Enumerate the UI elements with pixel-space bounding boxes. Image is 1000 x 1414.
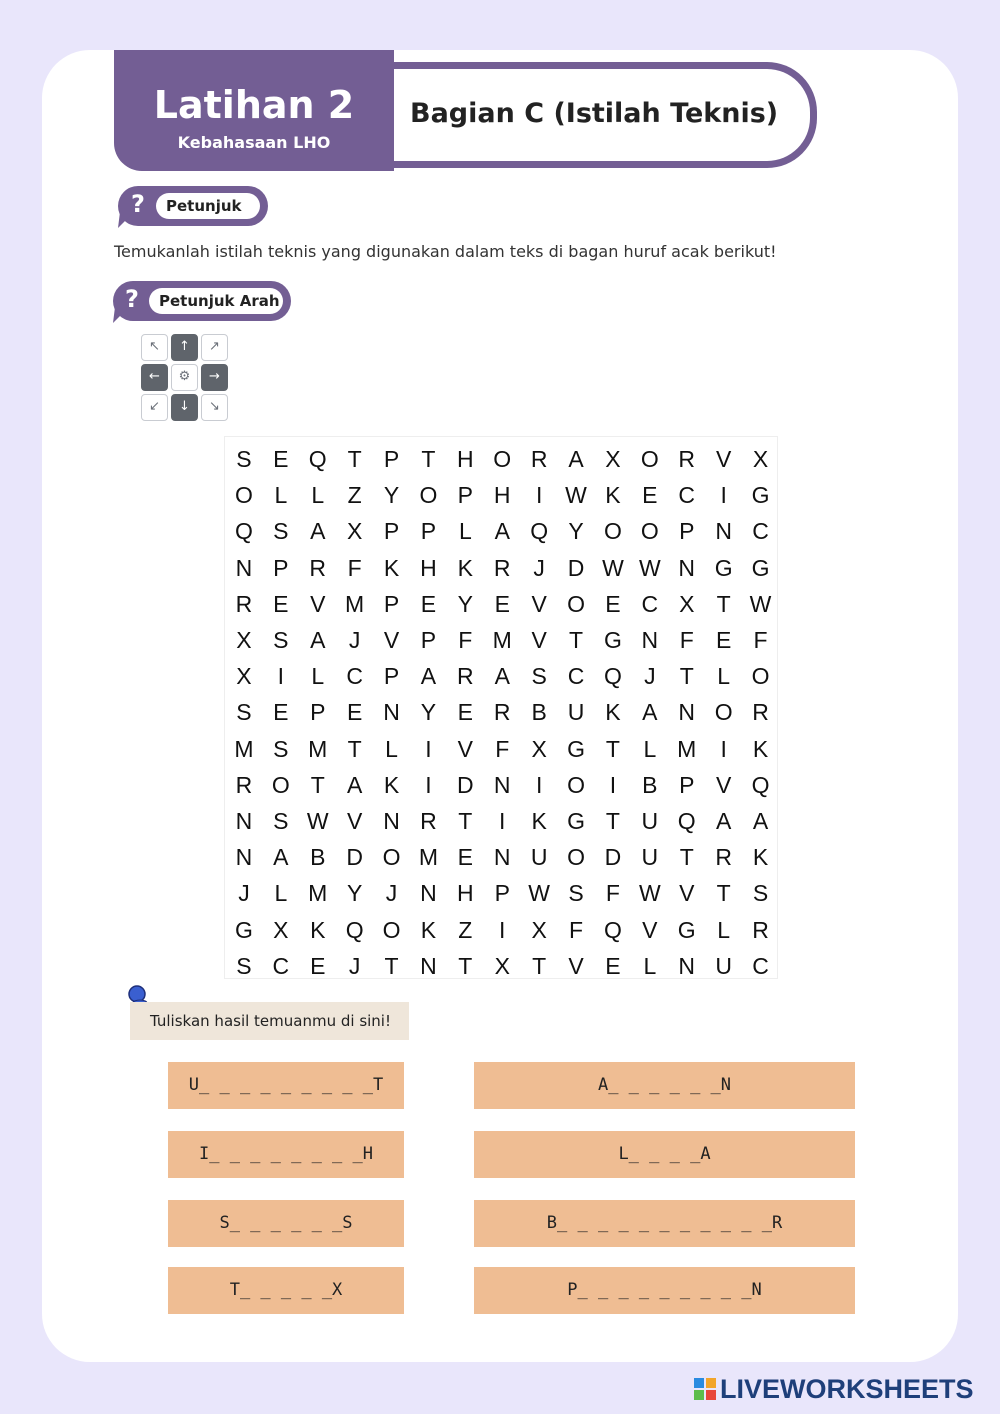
grid-letter[interactable]: K [420, 916, 437, 943]
grid-letter[interactable]: N [678, 554, 696, 581]
grid-letter[interactable]: P [679, 771, 695, 798]
grid-letter[interactable]: I [499, 916, 506, 943]
grid-letter[interactable]: A [420, 663, 437, 690]
arrow-up-icon: ↑ [171, 334, 198, 361]
grid-letter[interactable]: A [346, 771, 363, 798]
grid-letter[interactable]: S [236, 699, 252, 726]
grid-letter[interactable]: J [644, 663, 656, 690]
grid-letter[interactable]: V [310, 590, 326, 617]
grid-letter[interactable]: G [235, 916, 253, 943]
grid-letter[interactable]: E [715, 627, 732, 653]
grid-letter[interactable]: Y [457, 590, 473, 617]
grid-letter[interactable]: F [495, 735, 510, 762]
liveworksheets-logo: LIVEWORKSHEETS [720, 1374, 974, 1404]
grid-letter[interactable]: O [714, 699, 733, 726]
grid-letter[interactable]: A [568, 446, 584, 472]
grid-letter[interactable]: T [569, 627, 584, 653]
grid-letter[interactable]: P [310, 699, 326, 726]
grid-letter[interactable]: G [751, 482, 770, 509]
grid-letter[interactable]: Q [235, 518, 253, 545]
grid-letter[interactable]: N [235, 808, 253, 834]
grid-letter[interactable]: X [531, 916, 547, 943]
grid-letter[interactable]: J [385, 880, 398, 907]
grid-letter[interactable]: D [567, 554, 585, 581]
grid-letter[interactable]: K [605, 482, 621, 509]
grid-letter[interactable]: W [749, 590, 772, 617]
grid-letter[interactable]: T [310, 771, 325, 798]
section-title: Bagian C (Istilah Teknis) [410, 98, 779, 129]
grid-letter[interactable]: R [493, 699, 511, 726]
grid-row [225, 731, 779, 767]
direction-hint-label: Petunjuk Arah [149, 288, 283, 314]
grid-letter[interactable]: T [679, 844, 694, 871]
grid-letter[interactable]: M [677, 735, 697, 762]
grid-letter[interactable]: R [715, 844, 732, 871]
grid-letter[interactable]: C [678, 482, 696, 509]
grid-letter[interactable]: S [236, 446, 252, 472]
grid-letter[interactable]: A [310, 627, 326, 653]
grid-letter[interactable]: S [273, 808, 289, 834]
grid-letter[interactable]: M [345, 590, 365, 617]
grid-letter[interactable]: I [535, 482, 543, 509]
grid-letter[interactable]: P [457, 482, 473, 509]
hint-badge [118, 186, 268, 226]
grid-letter[interactable]: I [535, 771, 543, 798]
grid-letter[interactable]: Q [604, 916, 622, 943]
grid-letter[interactable]: T [384, 952, 399, 979]
grid-letter[interactable]: Y [568, 518, 584, 545]
grid-letter[interactable]: P [420, 518, 437, 545]
grid-letter[interactable]: N [235, 554, 253, 581]
grid-letter[interactable]: R [235, 590, 253, 617]
grid-letter[interactable]: O [382, 844, 401, 871]
grid-letter[interactable]: V [383, 627, 400, 653]
grid-letter[interactable]: L [717, 663, 731, 690]
grid-letter[interactable]: X [494, 952, 510, 979]
grid-letter[interactable]: P [494, 880, 510, 907]
grid-letter[interactable]: K [457, 554, 473, 581]
grid-letter[interactable]: O [567, 590, 585, 617]
grid-row [225, 875, 779, 911]
grid-letter[interactable]: I [425, 771, 432, 798]
grid-letter[interactable]: X [752, 446, 769, 472]
grid-letter[interactable]: I [720, 482, 727, 509]
question-mark-icon: ? [125, 285, 139, 313]
grid-letter[interactable]: A [494, 663, 510, 690]
grid-letter[interactable]: G [567, 808, 585, 834]
grid-letter[interactable]: X [679, 590, 695, 617]
grid-letter[interactable]: Q [751, 771, 770, 798]
grid-letter[interactable]: C [752, 518, 769, 545]
grid-letter[interactable]: W [602, 554, 624, 581]
grid-letter[interactable]: E [605, 952, 621, 979]
grid-letter[interactable]: A [273, 844, 289, 871]
center-gear-icon: ⚙ [171, 364, 198, 391]
word-search-grid[interactable] [224, 436, 778, 979]
grid-letter[interactable]: E [310, 952, 326, 979]
grid-letter[interactable]: M [234, 735, 254, 762]
arrow-down-icon: ↓ [171, 394, 198, 421]
arrow-up-left-icon: ↖ [141, 334, 168, 361]
grid-letter[interactable]: L [311, 663, 325, 690]
grid-letter[interactable]: N [678, 699, 696, 726]
grid-letter[interactable]: O [493, 446, 512, 472]
grid-letter[interactable]: T [458, 952, 473, 979]
grid-row [225, 948, 779, 984]
grid-letter[interactable]: D [346, 844, 363, 871]
grid-letter[interactable]: V [346, 808, 363, 834]
grid-letter[interactable]: E [273, 446, 289, 472]
grid-letter[interactable]: D [457, 771, 474, 798]
direction-pad [141, 334, 231, 424]
grid-letter[interactable]: K [383, 771, 400, 798]
grid-letter[interactable]: A [310, 518, 326, 545]
grid-letter[interactable]: O [271, 771, 290, 798]
grid-letter[interactable]: T [458, 808, 473, 834]
grid-letter[interactable]: R [752, 916, 769, 943]
grid-letter[interactable]: Q [345, 916, 364, 943]
grid-letter[interactable]: C [346, 663, 363, 690]
grid-letter[interactable]: S [531, 663, 547, 690]
grid-letter[interactable]: P [679, 518, 695, 545]
grid-letter[interactable]: T [532, 952, 547, 979]
grid-letter[interactable]: X [531, 735, 547, 762]
grid-letter[interactable]: T [347, 446, 362, 472]
instruction-text: Temukanlah istilah teknis yang digunakan dalam teks di bagan huruf acak berikut! [114, 242, 777, 261]
direction-hint-badge [113, 281, 291, 321]
grid-letter[interactable]: A [494, 518, 510, 545]
grid-letter[interactable]: L [385, 735, 398, 762]
grid-letter[interactable]: O [751, 663, 770, 690]
grid-letter[interactable]: C [752, 952, 769, 979]
grid-letter[interactable]: N [641, 627, 659, 653]
grid-letter[interactable]: L [274, 482, 288, 509]
grid-letter[interactable]: F [753, 627, 768, 653]
grid-letter[interactable]: T [716, 880, 731, 907]
grid-letter[interactable]: G [677, 916, 696, 943]
grid-letter[interactable]: I [720, 735, 727, 762]
arrow-up-right-icon: ↗ [201, 334, 228, 361]
grid-letter[interactable]: L [717, 916, 731, 943]
page-subtitle: Kebahasaan LHO [177, 133, 331, 152]
grid-letter[interactable]: I [277, 663, 285, 690]
grid-letter[interactable]: C [272, 952, 290, 979]
answer-box-right-4[interactable]: P_ _ _ _ _ _ _ _ _N [474, 1267, 855, 1314]
grid-letter[interactable]: M [418, 844, 439, 871]
grid-letter[interactable]: X [346, 518, 363, 545]
grid-letter[interactable]: O [419, 482, 438, 509]
grid-letter[interactable]: T [716, 590, 731, 617]
grid-letter[interactable]: O [604, 518, 622, 545]
grid-letter[interactable]: Y [420, 699, 437, 726]
answer-box-right-3[interactable]: B_ _ _ _ _ _ _ _ _ _ _R [474, 1200, 855, 1247]
grid-letter[interactable]: V [531, 627, 547, 653]
grid-letter[interactable]: Y [346, 880, 363, 907]
grid-letter[interactable]: E [457, 844, 473, 871]
grid-letter[interactable]: O [382, 916, 401, 943]
answer-box-right-1[interactable]: A_ _ _ _ _ _N [474, 1062, 855, 1109]
grid-row [225, 586, 779, 622]
grid-letter[interactable]: U [641, 808, 659, 834]
hint-label: Petunjuk [156, 193, 260, 219]
liveworksheets-logo-icon [694, 1378, 716, 1402]
grid-letter[interactable]: W [638, 554, 661, 581]
grid-letter[interactable]: G [714, 554, 733, 581]
answer-box-left-2[interactable]: I_ _ _ _ _ _ _ _H [168, 1131, 404, 1178]
grid-letter[interactable]: N [493, 771, 511, 798]
grid-letter[interactable]: J [348, 952, 361, 979]
grid-row [225, 803, 779, 839]
grid-row [225, 550, 779, 586]
grid-letter[interactable]: A [715, 808, 732, 834]
grid-letter[interactable]: O [640, 446, 659, 472]
grid-letter[interactable]: V [715, 446, 732, 472]
grid-letter[interactable]: L [458, 518, 472, 545]
grid-letter[interactable]: E [642, 482, 658, 509]
grid-letter[interactable]: J [533, 554, 545, 581]
grid-letter[interactable]: F [569, 916, 584, 943]
grid-letter[interactable]: W [565, 482, 587, 509]
grid-letter[interactable]: V [457, 735, 473, 762]
grid-letter[interactable]: S [273, 518, 289, 545]
grid-letter[interactable]: N [420, 952, 437, 979]
grid-letter[interactable]: B [310, 844, 326, 871]
grid-row [225, 513, 779, 549]
grid-letter[interactable]: D [604, 844, 622, 871]
grid-letter[interactable]: X [605, 446, 621, 472]
grid-letter[interactable]: N [235, 844, 253, 871]
grid-letter[interactable]: G [604, 627, 622, 653]
grid-letter[interactable]: P [383, 663, 400, 690]
grid-letter[interactable]: K [531, 808, 547, 834]
answer-box-left-1[interactable]: U_ _ _ _ _ _ _ _ _T [168, 1062, 404, 1109]
grid-row [225, 839, 779, 875]
grid-letter[interactable]: S [752, 880, 769, 907]
grid-letter[interactable]: E [494, 590, 510, 617]
grid-letter[interactable]: E [605, 590, 621, 617]
grid-letter[interactable]: R [420, 808, 437, 834]
grid-row [225, 658, 779, 694]
grid-letter[interactable]: P [383, 518, 400, 545]
grid-letter[interactable]: X [236, 663, 252, 690]
grid-letter[interactable]: F [347, 554, 362, 581]
grid-letter[interactable]: G [567, 735, 585, 762]
grid-row [225, 622, 779, 658]
grid-letter[interactable]: A [752, 808, 769, 834]
grid-letter[interactable]: O [567, 771, 585, 798]
arrow-down-left-icon: ↙ [141, 394, 168, 421]
grid-letter[interactable]: M [492, 627, 512, 653]
grid-letter[interactable]: Q [308, 446, 327, 472]
grid-letter[interactable]: I [499, 808, 506, 834]
grid-letter[interactable]: G [751, 554, 770, 581]
grid-letter[interactable]: V [715, 771, 732, 798]
grid-letter[interactable]: N [383, 699, 400, 726]
grid-letter[interactable]: C [567, 663, 585, 690]
grid-letter[interactable]: T [347, 735, 362, 762]
grid-row [225, 694, 779, 730]
grid-letter[interactable]: V [531, 590, 547, 617]
grid-letter[interactable]: X [236, 627, 252, 653]
grid-letter[interactable]: B [642, 771, 658, 798]
arrow-right-icon: → [201, 364, 228, 391]
arrow-down-right-icon: ↘ [201, 394, 228, 421]
grid-letter[interactable]: R [235, 771, 253, 798]
grid-letter[interactable]: N [420, 880, 437, 907]
grid-letter[interactable]: K [310, 916, 326, 943]
grid-letter[interactable]: Q [604, 663, 622, 690]
grid-letter[interactable]: J [238, 880, 250, 907]
grid-letter[interactable]: S [273, 735, 289, 762]
grid-letter[interactable]: Q [530, 518, 549, 545]
grid-letter[interactable]: T [605, 735, 620, 762]
grid-letter[interactable]: T [421, 446, 436, 472]
grid-letter[interactable]: K [605, 699, 621, 726]
grid-letter[interactable]: Z [458, 916, 473, 943]
grid-row [225, 477, 779, 513]
grid-letter[interactable]: N [383, 808, 400, 834]
grid-row [225, 767, 779, 803]
grid-letter[interactable]: P [383, 590, 400, 617]
grid-letter[interactable]: Z [347, 482, 362, 509]
grid-letter[interactable]: R [752, 699, 769, 726]
grid-letter[interactable]: H [457, 880, 474, 907]
grid-letter[interactable]: L [643, 735, 657, 762]
question-mark-icon: ? [131, 190, 145, 218]
grid-letter[interactable]: H [420, 554, 437, 581]
grid-letter[interactable]: S [236, 952, 252, 979]
grid-letter[interactable]: F [458, 627, 473, 653]
grid-letter[interactable]: R [457, 663, 474, 690]
grid-letter[interactable]: P [383, 446, 400, 472]
grid-letter[interactable]: O [640, 518, 659, 545]
grid-letter[interactable]: P [420, 627, 437, 653]
grid-letter[interactable]: E [273, 699, 289, 726]
grid-letter[interactable]: O [235, 482, 253, 509]
grid-letter[interactable]: F [679, 627, 694, 653]
grid-letter[interactable]: P [273, 554, 289, 581]
grid-letter[interactable]: F [605, 880, 620, 907]
grid-letter[interactable]: T [679, 663, 694, 690]
grid-letter[interactable]: W [638, 880, 661, 907]
speech-tail-icon [111, 307, 131, 325]
page-title: Latihan 2 [153, 83, 355, 127]
grid-letter[interactable]: B [531, 699, 547, 726]
grid-letter[interactable]: Y [383, 482, 400, 509]
grid-letter[interactable]: L [311, 482, 325, 509]
grid-letter[interactable]: L [274, 880, 288, 907]
grid-letter[interactable]: N [493, 844, 511, 871]
grid-letter[interactable]: N [715, 518, 732, 545]
grid-letter[interactable]: E [420, 590, 437, 617]
grid-letter[interactable]: T [605, 808, 620, 834]
grid-letter[interactable]: R [493, 554, 511, 581]
grid-letter[interactable]: J [348, 627, 361, 653]
arrow-left-icon: ← [141, 364, 168, 391]
grid-letter[interactable]: U [530, 844, 548, 871]
grid-letter[interactable]: K [752, 844, 769, 871]
answer-box-left-4[interactable]: T_ _ _ _ _X [168, 1267, 404, 1314]
grid-letter[interactable]: N [678, 952, 696, 979]
grid-row [225, 441, 779, 477]
grid-letter[interactable]: W [528, 880, 550, 907]
grid-letter[interactable]: L [643, 952, 657, 979]
grid-letter[interactable]: R [678, 446, 696, 472]
grid-letter[interactable]: U [715, 952, 732, 979]
grid-letter[interactable]: A [642, 699, 658, 726]
grid-letter[interactable]: O [567, 844, 585, 871]
grid-letter[interactable]: V [642, 916, 658, 943]
grid-letter[interactable]: E [273, 590, 289, 617]
grid-letter[interactable]: R [530, 446, 548, 472]
grid-letter[interactable]: V [679, 880, 695, 907]
answer-box-left-3[interactable]: S_ _ _ _ _ _S [168, 1200, 404, 1247]
speech-tail-icon [116, 212, 136, 230]
grid-letter[interactable]: R [309, 554, 327, 581]
grid-letter[interactable]: U [641, 844, 659, 871]
grid-letter[interactable]: S [568, 880, 584, 907]
grid-letter[interactable]: I [425, 735, 432, 762]
grid-letter[interactable]: I [609, 771, 617, 798]
grid-letter[interactable]: S [273, 627, 289, 653]
grid-letter[interactable]: X [273, 916, 289, 943]
grid-letter[interactable]: E [457, 699, 473, 726]
grid-letter[interactable]: M [308, 880, 328, 907]
grid-letter[interactable]: K [383, 554, 400, 581]
grid-letter[interactable]: Q [677, 808, 696, 834]
answer-box-right-2[interactable]: L_ _ _ _A [474, 1131, 855, 1178]
grid-letter[interactable]: K [752, 735, 769, 762]
grid-letter[interactable]: M [308, 735, 328, 762]
grid-letter[interactable]: U [567, 699, 585, 726]
answer-note: Tuliskan hasil temuanmu di sini! [130, 1002, 409, 1040]
grid-row [225, 912, 779, 948]
grid-letter[interactable]: E [346, 699, 363, 726]
grid-letter[interactable]: C [641, 590, 659, 617]
grid-letter[interactable]: H [493, 482, 511, 509]
grid-letter[interactable]: W [306, 808, 329, 834]
grid-letter[interactable]: V [568, 952, 584, 979]
grid-letter[interactable]: H [457, 446, 474, 472]
